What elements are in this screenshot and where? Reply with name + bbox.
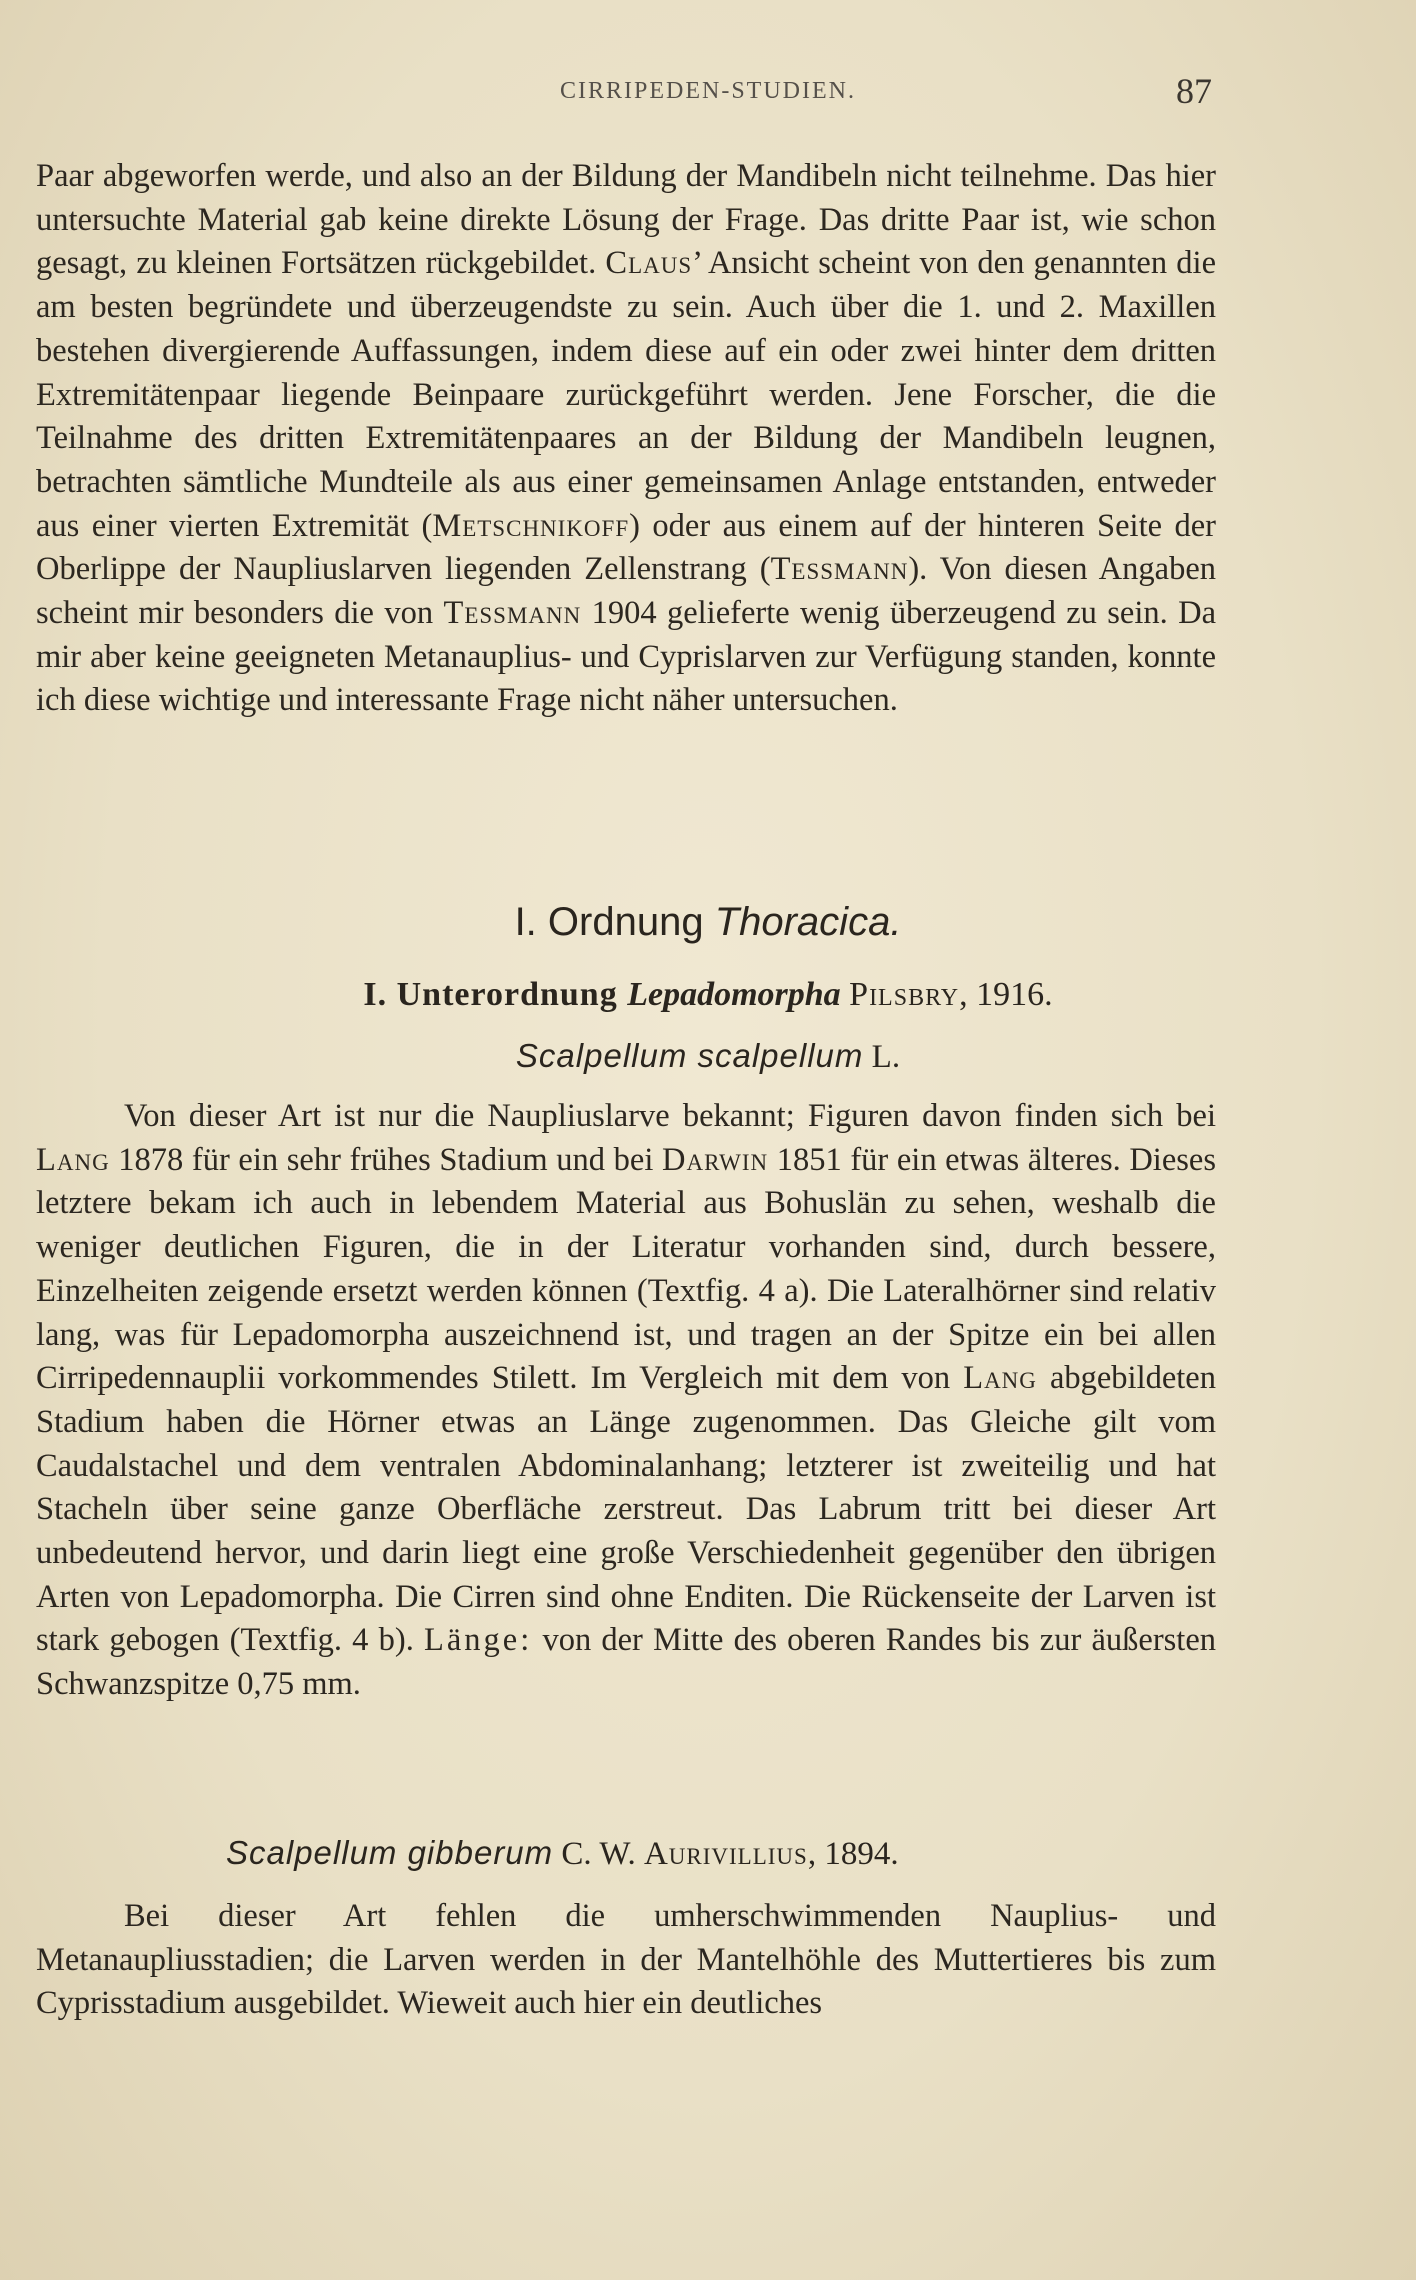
running-title: CIRRIPEDEN-STUDIEN.	[560, 78, 856, 104]
suborder-author: Pilsbry	[849, 976, 960, 1013]
species-heading-scalpellum	[0, 1037, 1416, 1076]
paragraph-2	[36, 1095, 1216, 1707]
order-prefix: I. Ordnung	[514, 900, 715, 944]
text-run: Von dieser Art ist nur die Naupliuslarve bekannt; Figuren davon finden sich bei	[124, 1098, 1216, 1134]
order-name: Thoracica.	[714, 900, 902, 944]
suborder-year: , 1916.	[959, 976, 1053, 1013]
species-heading-gibberum	[226, 1834, 1226, 1873]
species-name: Scalpellum gibberum	[226, 1834, 554, 1871]
paragraph-1	[36, 155, 1216, 723]
length-label: Länge:	[424, 1622, 533, 1659]
species-author: Aurivillius	[643, 1836, 808, 1872]
species-year: , 1894.	[807, 1836, 899, 1872]
text-run: ). Von diesen Angaben scheint mir besonders die von	[36, 551, 1216, 632]
species-author: L.	[863, 1039, 901, 1075]
order-heading	[0, 900, 1416, 945]
text-run: 1904 gelieferte wenig überzeugend zu sein. Da mir aber keine geeigneten Metanauplius- und Cyprislarven zur Verfügung standen, konnte ich diese wichtige und interessante Frage nicht näher untersuchen.	[36, 595, 1216, 719]
text-run: Bei dieser Art fehlen die umherschwimmenden Nauplius- und Metanaupliusstadien; die Larven werden in der Mantelhöhle des Muttertieres bis zum Cyprisstadium ausgebildet. Wieweit auch hier ein deutliches	[36, 1898, 1216, 2022]
species-name: Scalpellum scalpellum	[515, 1037, 864, 1074]
text-run: Paar abgeworfen werde, und also an der Bildung der Mandibeln nicht teilnehme. Das hier untersuchte Material gab keine direkte Lösung der Frage. Das dritte Paar ist, wie schon gesagt, zu kleinen Fortsätzen rückgebildet.	[36, 158, 1216, 282]
suborder-heading	[0, 976, 1416, 1014]
species-author-prefix: C. W.	[553, 1836, 644, 1872]
text-run: abgebildeten Stadium haben die Hörner etwas an Länge zugenommen. Das Gleiche gilt vom Caudalstachel und dem ventralen Abdominalanhang; letzterer ist zweiteilig und hat Stacheln über seine ganze Oberfläche zerstreut. Das Labrum tritt bei dieser Art unbedeutend hervor, und darin liegt eine große Verschiedenheit gegenüber den übrigen Arten von Lepadomorpha. Die Cirren sind ohne Enditen. Die Rückenseite der Larven ist stark gebogen (Textfig. 4 b).	[36, 1360, 1216, 1659]
author-name: Lang	[36, 1141, 110, 1178]
text-run: von der Mitte des oberen Randes bis zur äußersten Schwanzspitze 0,75 mm.	[36, 1622, 1216, 1703]
text-run: 1878 für ein sehr frühes Stadium und bei	[109, 1141, 662, 1178]
author-name: Tessmann	[770, 551, 909, 588]
paragraph-3	[36, 1895, 1216, 2026]
text-run: 1851 für ein etwas älteres. Dieses letztere bekam ich auch in lebendem Material aus Bohuslän zu sehen, weshalb die weniger deutlichen Figuren, die in der Literatur vorhanden sind, durch bessere, Einzelheiten zeigende ersetzt werden können (Textfig. 4 a). Die Lateralhörner sind relativ lang, was für Lepadomorpha auszeichnend ist, und tragen an der Spitze ein bei allen Cirripedennauplii vorkommendes Stilett. Im Vergleich mit dem von	[36, 1141, 1216, 1397]
suborder-prefix: I. Unterordnung	[363, 976, 628, 1013]
page-number: 87	[1176, 71, 1212, 111]
suborder-name: Lepadomorpha	[627, 976, 841, 1013]
text-run: ’ Ansicht scheint von den genannten die am besten begründete und überzeugendste zu sein. Auch über die 1. und 2. Maxillen bestehen divergierende Auffassungen, indem diese auf ein oder zwei hinter dem dritten Extremitätenpaar liegende Beinpaare zurückgeführt werden. Jene Forscher, die die Teilnahme des dritten Extremitätenpaares an der Bildung der Mandibeln leugnen, betrachten sämtliche Mundteile als aus einer gemeinsamen Anlage entstanden, entweder aus einer vierten Extremität (	[36, 245, 1216, 544]
author-name: Darwin	[661, 1141, 769, 1178]
author-name: Tessmann	[443, 595, 582, 632]
author-name: Metschnikoff	[432, 507, 630, 544]
text-run: ) oder aus einem auf der hinteren Seite der Oberlippe der Naupliuslarven liegenden Zellenstrang (	[36, 507, 1216, 588]
author-name: Claus	[605, 245, 693, 282]
author-name: Lang	[963, 1360, 1037, 1397]
